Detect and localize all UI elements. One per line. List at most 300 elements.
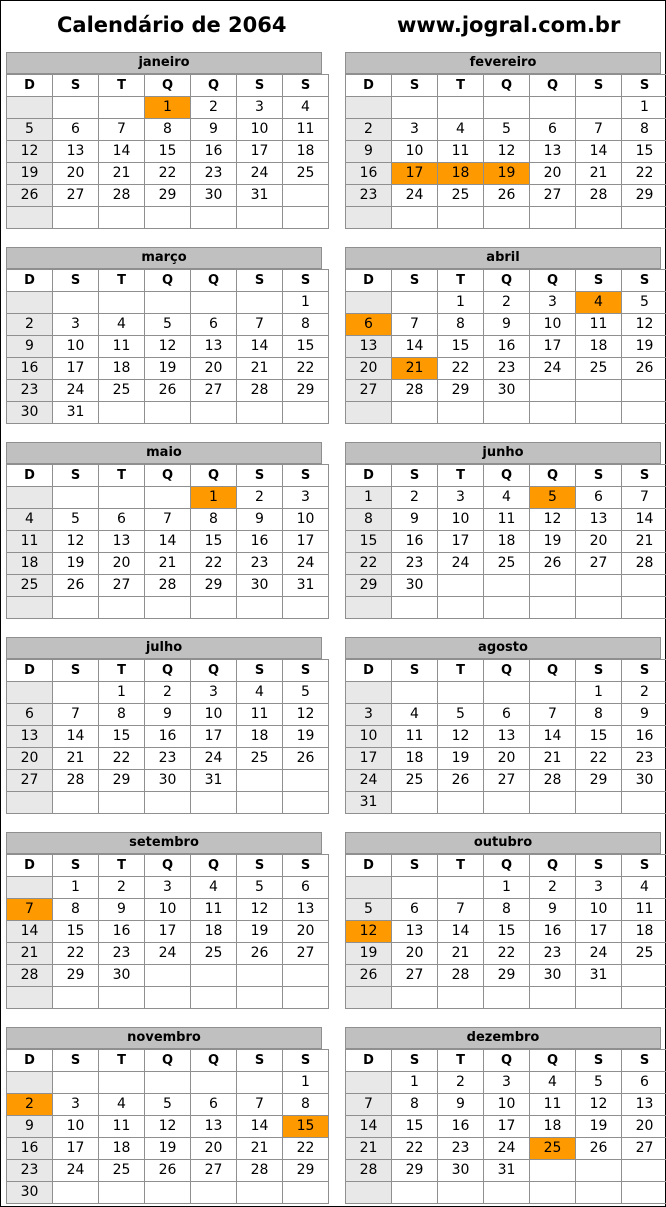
day-cell: 7 bbox=[237, 1094, 283, 1116]
week-row bbox=[346, 141, 666, 163]
weekday-label: Q bbox=[191, 465, 237, 487]
day-cell: 23 bbox=[237, 553, 283, 575]
month-block bbox=[345, 832, 661, 1007]
day-cell: 18 bbox=[530, 1116, 576, 1138]
month-block bbox=[6, 637, 322, 812]
weekday-label: D bbox=[7, 75, 53, 97]
day-cell: 6 bbox=[191, 1094, 237, 1116]
empty-day-cell bbox=[622, 987, 666, 1009]
day-cell: 24 bbox=[237, 163, 283, 185]
weekday-label: S bbox=[237, 855, 283, 877]
weekday-label: T bbox=[99, 75, 145, 97]
empty-day-cell bbox=[622, 597, 666, 619]
weekday-header-row bbox=[346, 465, 666, 487]
empty-day-cell bbox=[145, 1182, 191, 1204]
week-row bbox=[7, 163, 329, 185]
month-grid bbox=[6, 464, 329, 619]
day-cell: 4 bbox=[484, 487, 530, 509]
empty-day-cell bbox=[53, 207, 99, 229]
empty-day-cell bbox=[392, 292, 438, 314]
empty-day-cell bbox=[283, 987, 329, 1009]
day-cell: 23 bbox=[622, 748, 666, 770]
empty-day-cell bbox=[438, 877, 484, 899]
week-row bbox=[7, 575, 329, 597]
week-row bbox=[346, 1182, 666, 1204]
weekday-label: Q bbox=[530, 270, 576, 292]
day-cell: 27 bbox=[191, 380, 237, 402]
day-cell: 20 bbox=[7, 748, 53, 770]
day-cell: 26 bbox=[438, 770, 484, 792]
day-cell: 13 bbox=[191, 336, 237, 358]
day-cell: 11 bbox=[622, 899, 666, 921]
empty-day-cell bbox=[191, 1072, 237, 1094]
day-cell: 5 bbox=[346, 899, 392, 921]
day-cell: 27 bbox=[7, 770, 53, 792]
weekday-label: T bbox=[99, 1050, 145, 1072]
day-cell: 1 bbox=[53, 877, 99, 899]
empty-day-cell bbox=[283, 965, 329, 987]
day-cell: 23 bbox=[7, 380, 53, 402]
day-cell: 3 bbox=[438, 487, 484, 509]
day-cell: 31 bbox=[484, 1160, 530, 1182]
day-cell: 3 bbox=[346, 704, 392, 726]
empty-day-cell bbox=[7, 987, 53, 1009]
weekday-label: S bbox=[622, 270, 666, 292]
empty-day-cell bbox=[237, 292, 283, 314]
day-cell: 21 bbox=[530, 748, 576, 770]
empty-day-cell bbox=[237, 1072, 283, 1094]
weekday-header-row bbox=[346, 1050, 666, 1072]
weekday-label: T bbox=[438, 270, 484, 292]
day-cell: 8 bbox=[53, 899, 99, 921]
day-cell: 19 bbox=[53, 553, 99, 575]
weekday-label: T bbox=[99, 855, 145, 877]
empty-day-cell bbox=[237, 965, 283, 987]
day-cell: 8 bbox=[576, 704, 622, 726]
day-cell: 5 bbox=[576, 1072, 622, 1094]
month-grid bbox=[345, 854, 666, 1009]
day-cell: 6 bbox=[392, 899, 438, 921]
empty-day-cell bbox=[392, 792, 438, 814]
weekday-label: S bbox=[622, 660, 666, 682]
empty-day-cell bbox=[622, 792, 666, 814]
day-cell: 4 bbox=[99, 314, 145, 336]
day-cell: 1 bbox=[283, 292, 329, 314]
day-cell: 14 bbox=[53, 726, 99, 748]
day-cell: 6 bbox=[622, 1072, 666, 1094]
empty-day-cell bbox=[283, 1182, 329, 1204]
day-cell: 7 bbox=[438, 899, 484, 921]
weekday-label: Q bbox=[530, 75, 576, 97]
day-cell: 31 bbox=[346, 792, 392, 814]
day-cell: 14 bbox=[576, 141, 622, 163]
day-cell: 15 bbox=[438, 336, 484, 358]
day-cell: 27 bbox=[191, 1160, 237, 1182]
empty-day-cell bbox=[99, 987, 145, 1009]
empty-day-cell bbox=[622, 965, 666, 987]
day-cell: 4 bbox=[530, 1072, 576, 1094]
weekday-label: S bbox=[53, 75, 99, 97]
empty-day-cell bbox=[283, 770, 329, 792]
day-cell: 21 bbox=[53, 748, 99, 770]
weekday-header-row bbox=[7, 270, 329, 292]
empty-day-cell bbox=[145, 292, 191, 314]
empty-day-cell bbox=[484, 1182, 530, 1204]
day-cell: 21 bbox=[7, 943, 53, 965]
day-cell: 7 bbox=[346, 1094, 392, 1116]
week-row bbox=[7, 1160, 329, 1182]
empty-day-cell bbox=[438, 207, 484, 229]
empty-day-cell bbox=[484, 987, 530, 1009]
day-cell: 24 bbox=[346, 770, 392, 792]
empty-day-cell bbox=[7, 877, 53, 899]
weekday-label: S bbox=[237, 1050, 283, 1072]
day-cell: 20 bbox=[53, 163, 99, 185]
day-cell: 21 bbox=[99, 163, 145, 185]
weekday-label: D bbox=[7, 660, 53, 682]
day-cell: 30 bbox=[438, 1160, 484, 1182]
day-cell: 28 bbox=[53, 770, 99, 792]
week-row bbox=[7, 965, 329, 987]
weekday-label: Q bbox=[484, 465, 530, 487]
day-cell: 30 bbox=[530, 965, 576, 987]
month-block bbox=[345, 1027, 661, 1202]
empty-day-cell bbox=[576, 207, 622, 229]
empty-day-cell bbox=[191, 792, 237, 814]
day-cell: 20 bbox=[191, 358, 237, 380]
site-address: www.jogral.com.br bbox=[397, 13, 621, 37]
week-row bbox=[346, 97, 666, 119]
empty-day-cell bbox=[576, 380, 622, 402]
day-cell: 19 bbox=[530, 531, 576, 553]
day-cell: 26 bbox=[145, 380, 191, 402]
day-cell: 9 bbox=[530, 899, 576, 921]
day-cell: 16 bbox=[530, 921, 576, 943]
day-cell: 25 bbox=[7, 575, 53, 597]
week-row bbox=[7, 792, 329, 814]
weekday-label: S bbox=[576, 855, 622, 877]
empty-day-cell bbox=[576, 402, 622, 424]
day-cell: 4 bbox=[392, 704, 438, 726]
day-cell: 27 bbox=[53, 185, 99, 207]
day-cell: 19 bbox=[237, 921, 283, 943]
day-cell: 19 bbox=[576, 1116, 622, 1138]
day-cell: 9 bbox=[7, 336, 53, 358]
weekday-label: S bbox=[576, 75, 622, 97]
empty-day-cell bbox=[237, 770, 283, 792]
day-cell: 28 bbox=[438, 965, 484, 987]
empty-day-cell bbox=[53, 487, 99, 509]
month-grid bbox=[345, 659, 666, 814]
day-cell: 27 bbox=[346, 380, 392, 402]
month-name: julho bbox=[6, 637, 322, 659]
day-cell: 4 bbox=[7, 509, 53, 531]
month-grid bbox=[6, 854, 329, 1009]
week-row bbox=[7, 682, 329, 704]
empty-day-cell bbox=[99, 597, 145, 619]
weekday-label: S bbox=[576, 465, 622, 487]
month-name: dezembro bbox=[345, 1027, 661, 1049]
day-cell: 22 bbox=[283, 358, 329, 380]
day-cell: 16 bbox=[191, 141, 237, 163]
day-cell: 28 bbox=[392, 380, 438, 402]
week-row bbox=[7, 531, 329, 553]
weekday-label: S bbox=[392, 1050, 438, 1072]
highlighted-day-cell: 25 bbox=[530, 1138, 576, 1160]
day-cell: 11 bbox=[392, 726, 438, 748]
weekday-label: S bbox=[53, 1050, 99, 1072]
day-cell: 8 bbox=[191, 509, 237, 531]
month-name: maio bbox=[6, 442, 322, 464]
week-row bbox=[346, 336, 666, 358]
day-cell: 29 bbox=[622, 185, 666, 207]
weekday-label: S bbox=[237, 75, 283, 97]
day-cell: 24 bbox=[530, 358, 576, 380]
week-row bbox=[346, 770, 666, 792]
day-cell: 5 bbox=[484, 119, 530, 141]
day-cell: 30 bbox=[191, 185, 237, 207]
day-cell: 16 bbox=[145, 726, 191, 748]
highlighted-day-cell: 12 bbox=[346, 921, 392, 943]
day-cell: 8 bbox=[145, 119, 191, 141]
day-cell: 27 bbox=[392, 965, 438, 987]
day-cell: 21 bbox=[145, 553, 191, 575]
weekday-header-row bbox=[7, 855, 329, 877]
month-name: fevereiro bbox=[345, 52, 661, 74]
weekday-label: S bbox=[622, 855, 666, 877]
day-cell: 14 bbox=[237, 336, 283, 358]
empty-day-cell bbox=[438, 682, 484, 704]
empty-day-cell bbox=[53, 97, 99, 119]
day-cell: 1 bbox=[346, 487, 392, 509]
empty-day-cell bbox=[283, 597, 329, 619]
week-row bbox=[346, 531, 666, 553]
day-cell: 21 bbox=[438, 943, 484, 965]
day-cell: 3 bbox=[53, 314, 99, 336]
weekday-label: S bbox=[392, 660, 438, 682]
day-cell: 19 bbox=[346, 943, 392, 965]
empty-day-cell bbox=[484, 597, 530, 619]
highlighted-day-cell: 5 bbox=[530, 487, 576, 509]
day-cell: 22 bbox=[484, 943, 530, 965]
day-cell: 30 bbox=[7, 402, 53, 424]
day-cell: 6 bbox=[7, 704, 53, 726]
empty-day-cell bbox=[530, 682, 576, 704]
empty-day-cell bbox=[99, 292, 145, 314]
week-row bbox=[346, 163, 666, 185]
day-cell: 28 bbox=[346, 1160, 392, 1182]
day-cell: 12 bbox=[237, 899, 283, 921]
week-row bbox=[346, 1160, 666, 1182]
empty-day-cell bbox=[530, 575, 576, 597]
weekday-label: S bbox=[283, 1050, 329, 1072]
day-cell: 29 bbox=[53, 965, 99, 987]
day-cell: 10 bbox=[484, 1094, 530, 1116]
weekday-label: Q bbox=[484, 855, 530, 877]
day-cell: 5 bbox=[145, 1094, 191, 1116]
day-cell: 12 bbox=[53, 531, 99, 553]
weekday-label: S bbox=[392, 855, 438, 877]
week-row bbox=[7, 336, 329, 358]
day-cell: 1 bbox=[438, 292, 484, 314]
week-row bbox=[7, 509, 329, 531]
empty-day-cell bbox=[191, 207, 237, 229]
weekday-label: Q bbox=[191, 660, 237, 682]
day-cell: 10 bbox=[438, 509, 484, 531]
day-cell: 2 bbox=[438, 1072, 484, 1094]
day-cell: 17 bbox=[484, 1116, 530, 1138]
highlighted-day-cell: 7 bbox=[7, 899, 53, 921]
day-cell: 13 bbox=[484, 726, 530, 748]
weekday-label: Q bbox=[530, 855, 576, 877]
empty-day-cell bbox=[145, 987, 191, 1009]
empty-day-cell bbox=[283, 207, 329, 229]
empty-day-cell bbox=[237, 1182, 283, 1204]
empty-day-cell bbox=[392, 97, 438, 119]
day-cell: 11 bbox=[530, 1094, 576, 1116]
day-cell: 23 bbox=[438, 1138, 484, 1160]
day-cell: 25 bbox=[622, 943, 666, 965]
weekday-label: Q bbox=[484, 1050, 530, 1072]
empty-day-cell bbox=[530, 1160, 576, 1182]
week-row bbox=[346, 1094, 666, 1116]
day-cell: 15 bbox=[283, 336, 329, 358]
month-block bbox=[345, 52, 661, 227]
day-cell: 19 bbox=[7, 163, 53, 185]
day-cell: 7 bbox=[237, 314, 283, 336]
day-cell: 28 bbox=[99, 185, 145, 207]
day-cell: 22 bbox=[191, 553, 237, 575]
empty-day-cell bbox=[99, 207, 145, 229]
day-cell: 12 bbox=[145, 336, 191, 358]
week-row bbox=[7, 292, 329, 314]
day-cell: 12 bbox=[438, 726, 484, 748]
week-row bbox=[346, 509, 666, 531]
empty-day-cell bbox=[576, 97, 622, 119]
day-cell: 2 bbox=[191, 97, 237, 119]
day-cell: 18 bbox=[576, 336, 622, 358]
day-cell: 24 bbox=[576, 943, 622, 965]
empty-day-cell bbox=[53, 792, 99, 814]
day-cell: 9 bbox=[392, 509, 438, 531]
day-cell: 16 bbox=[7, 1138, 53, 1160]
day-cell: 2 bbox=[484, 292, 530, 314]
week-row bbox=[7, 553, 329, 575]
day-cell: 22 bbox=[346, 553, 392, 575]
day-cell: 12 bbox=[484, 141, 530, 163]
week-row bbox=[346, 380, 666, 402]
day-cell: 25 bbox=[99, 380, 145, 402]
day-cell: 6 bbox=[53, 119, 99, 141]
day-cell: 2 bbox=[622, 682, 666, 704]
empty-day-cell bbox=[7, 1072, 53, 1094]
day-cell: 25 bbox=[392, 770, 438, 792]
highlighted-day-cell: 19 bbox=[484, 163, 530, 185]
weekday-label: D bbox=[7, 270, 53, 292]
highlighted-day-cell: 1 bbox=[145, 97, 191, 119]
day-cell: 17 bbox=[530, 336, 576, 358]
weekday-label: Q bbox=[484, 270, 530, 292]
day-cell: 10 bbox=[53, 336, 99, 358]
weekday-label: Q bbox=[484, 75, 530, 97]
day-cell: 8 bbox=[99, 704, 145, 726]
empty-day-cell bbox=[438, 597, 484, 619]
day-cell: 1 bbox=[283, 1072, 329, 1094]
empty-day-cell bbox=[191, 1182, 237, 1204]
day-cell: 16 bbox=[7, 358, 53, 380]
weekday-label: S bbox=[622, 465, 666, 487]
weekday-label: D bbox=[346, 1050, 392, 1072]
highlighted-day-cell: 21 bbox=[392, 358, 438, 380]
day-cell: 28 bbox=[622, 553, 666, 575]
weekday-label: S bbox=[53, 660, 99, 682]
day-cell: 17 bbox=[191, 726, 237, 748]
day-cell: 27 bbox=[530, 185, 576, 207]
weekday-label: S bbox=[283, 465, 329, 487]
day-cell: 15 bbox=[53, 921, 99, 943]
day-cell: 16 bbox=[99, 921, 145, 943]
week-row bbox=[7, 877, 329, 899]
day-cell: 15 bbox=[346, 531, 392, 553]
highlighted-day-cell: 1 bbox=[191, 487, 237, 509]
day-cell: 31 bbox=[53, 402, 99, 424]
day-cell: 14 bbox=[392, 336, 438, 358]
week-row bbox=[7, 987, 329, 1009]
day-cell: 1 bbox=[484, 877, 530, 899]
day-cell: 10 bbox=[346, 726, 392, 748]
weekday-label: S bbox=[237, 660, 283, 682]
weekday-label: S bbox=[622, 75, 666, 97]
day-cell: 8 bbox=[438, 314, 484, 336]
day-cell: 19 bbox=[145, 1138, 191, 1160]
day-cell: 14 bbox=[622, 509, 666, 531]
day-cell: 2 bbox=[530, 877, 576, 899]
empty-day-cell bbox=[99, 1072, 145, 1094]
month-block bbox=[6, 442, 322, 617]
day-cell: 22 bbox=[53, 943, 99, 965]
day-cell: 13 bbox=[7, 726, 53, 748]
week-row bbox=[346, 726, 666, 748]
day-cell: 9 bbox=[237, 509, 283, 531]
empty-day-cell bbox=[99, 97, 145, 119]
day-cell: 13 bbox=[346, 336, 392, 358]
day-cell: 20 bbox=[484, 748, 530, 770]
day-cell: 4 bbox=[99, 1094, 145, 1116]
weekday-label: S bbox=[53, 465, 99, 487]
day-cell: 25 bbox=[237, 748, 283, 770]
day-cell: 14 bbox=[237, 1116, 283, 1138]
day-cell: 9 bbox=[622, 704, 666, 726]
day-cell: 14 bbox=[145, 531, 191, 553]
day-cell: 28 bbox=[530, 770, 576, 792]
day-cell: 8 bbox=[484, 899, 530, 921]
month-name: janeiro bbox=[6, 52, 322, 74]
day-cell: 26 bbox=[346, 965, 392, 987]
day-cell: 9 bbox=[7, 1116, 53, 1138]
week-row bbox=[7, 899, 329, 921]
week-row bbox=[7, 119, 329, 141]
weekday-label: S bbox=[392, 75, 438, 97]
day-cell: 27 bbox=[484, 770, 530, 792]
weekday-label: D bbox=[346, 75, 392, 97]
day-cell: 30 bbox=[7, 1182, 53, 1204]
weekday-label: S bbox=[283, 855, 329, 877]
highlighted-day-cell: 17 bbox=[392, 163, 438, 185]
weekday-header-row bbox=[7, 75, 329, 97]
day-cell: 9 bbox=[484, 314, 530, 336]
weekday-label: S bbox=[237, 465, 283, 487]
day-cell: 27 bbox=[283, 943, 329, 965]
